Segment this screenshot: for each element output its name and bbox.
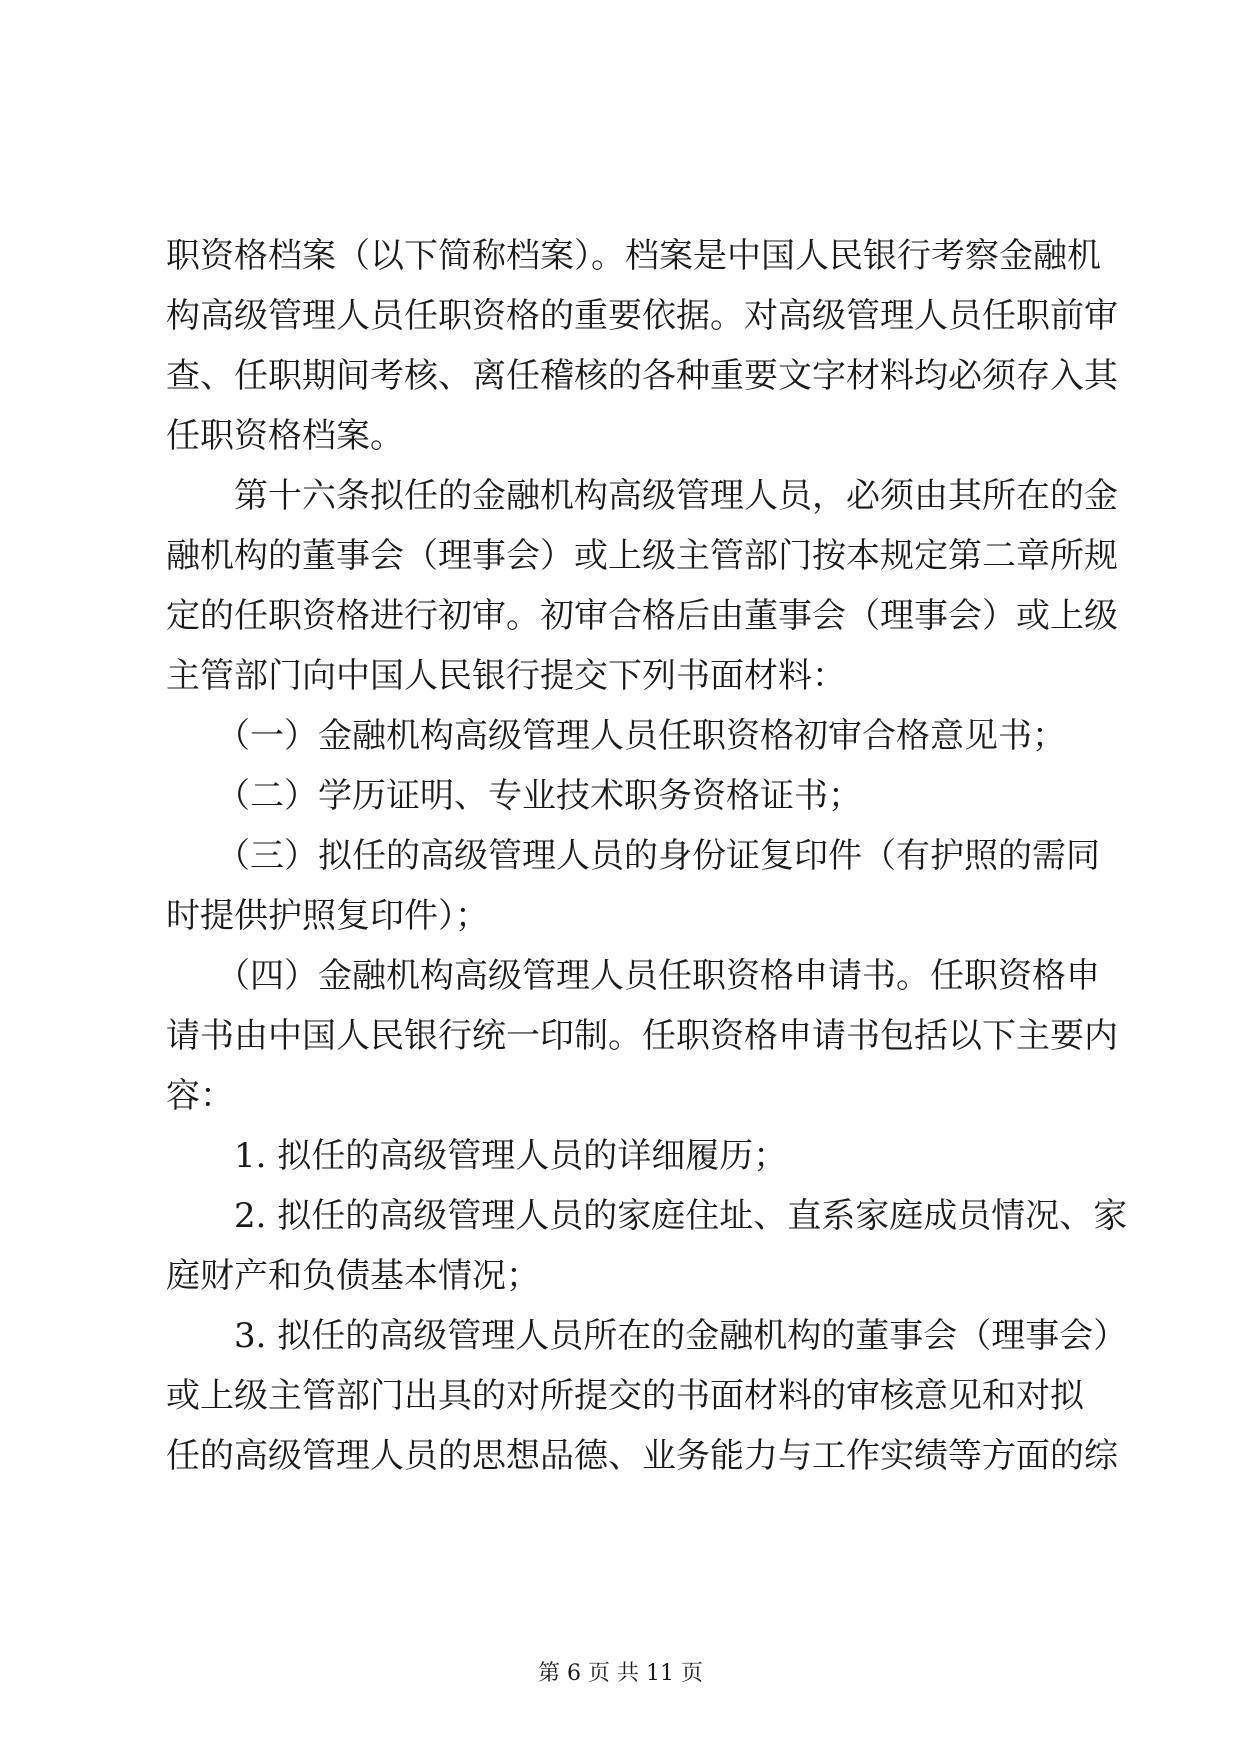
text-line: 任职资格档案。 xyxy=(166,416,404,456)
text-line: 时提供护照复印件）； xyxy=(166,896,489,936)
text-line: （二）学历证明、专业技术职务资格证书； xyxy=(216,776,862,816)
text-line: 容： xyxy=(166,1076,234,1116)
text-line: （三）拟任的高级管理人员的身份证复印件（有护照的需同 xyxy=(216,836,1100,876)
page-number-footer: 第 6 页 共 11 页 xyxy=(538,1661,703,1686)
text-line: 定的任职资格进行初审。初审合格后由董事会（理事会）或上级 xyxy=(166,596,1118,636)
text-line: 任的高级管理人员的思想品德、业务能力与工作实绩等方面的综 xyxy=(166,1436,1118,1476)
text-line: （四）金融机构高级管理人员任职资格申请书。任职资格申 xyxy=(216,956,1100,996)
text-line: 第十六条拟任的金融机构高级管理人员，必须由其所在的金 xyxy=(234,476,1118,516)
text-line: 1. 拟任的高级管理人员的详细履历； xyxy=(234,1136,788,1176)
text-line: 或上级主管部门出具的对所提交的书面材料的审核意见和对拟 xyxy=(166,1376,1084,1416)
text-line: 3. 拟任的高级管理人员所在的金融机构的董事会（理事会） xyxy=(234,1316,1128,1356)
text-line: 2. 拟任的高级管理人员的家庭住址、直系家庭成员情况、家 xyxy=(234,1196,1128,1236)
text-line: 构高级管理人员任职资格的重要依据。对高级管理人员任职前审 xyxy=(166,296,1118,336)
text-line: 庭财产和负债基本情况； xyxy=(166,1256,540,1296)
text-line: 职资格档案（以下简称档案）。档案是中国人民银行考察金融机 xyxy=(166,236,1101,276)
text-line: 查、任职期间考核、离任稽核的各种重要文字材料均必须存入其 xyxy=(166,356,1118,396)
text-line: （一）金融机构高级管理人员任职资格初审合格意见书； xyxy=(216,716,1066,756)
text-line: 请书由中国人民银行统一印制。任职资格申请书包括以下主要内 xyxy=(166,1016,1118,1056)
text-line: 主管部门向中国人民银行提交下列书面材料： xyxy=(166,656,846,696)
text-line: 融机构的董事会（理事会）或上级主管部门按本规定第二章所规 xyxy=(166,536,1118,576)
